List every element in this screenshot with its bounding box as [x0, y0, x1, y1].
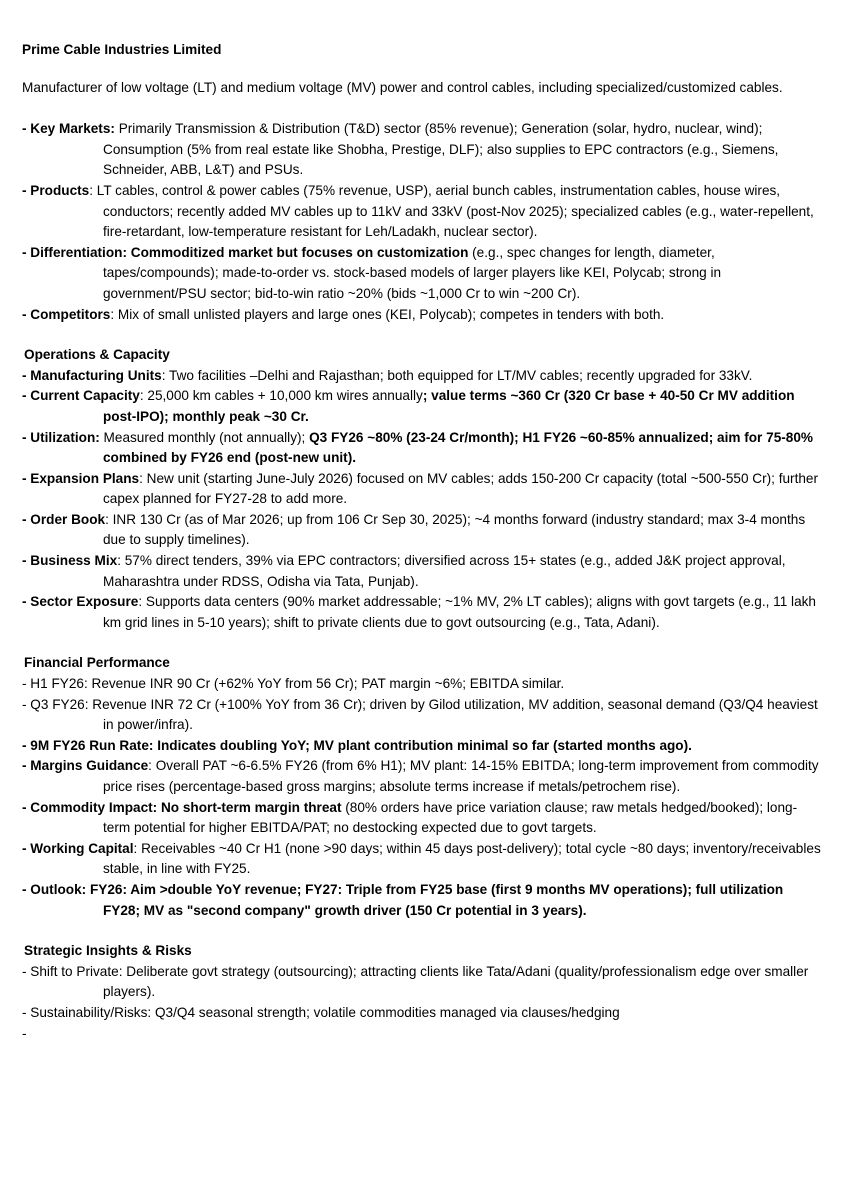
bullet-text: : 57% direct tenders, 39% via EPC contractors; diversified across 15+ states (e.g., added J&K project approval, Maharashtra under RDSS, Odisha via Tata, Punjab).	[103, 553, 786, 589]
bullet-text: : Supports data centers (90% market addressable; ~1% MV, 2% LT cables); aligns with govt targets (e.g., 11 lakh km grid lines in 5-10 years); shift to private clients due to govt outsourcing (e.g., Tata, Adani).	[103, 594, 816, 630]
bullet-current-capacity	[22, 386, 822, 427]
section-heading-financial: Financial Performance	[24, 655, 170, 671]
bullet-expansion-plans	[22, 469, 822, 510]
bullet-differentiation	[22, 243, 822, 305]
bullet-text: : New unit (starting June-July 2026) focused on MV cables; adds 150-200 Cr capacity (total ~500-550 Cr); further capex planned for FY27-28 to add more.	[103, 470, 818, 507]
bullet-lead: - Key Markets:	[22, 121, 115, 137]
bullet-text: : INR 130 Cr (as of Mar 2026; up from 106 Cr Sep 30, 2025); ~4 months forward (industry standard; max 3-4 months due to supply timelines).	[103, 511, 806, 548]
bullet-sector-exposure	[22, 592, 822, 633]
bullet-text: Measured monthly (not annually);	[99, 429, 310, 445]
bullet-text: (e.g., spec changes for length, diameter, tapes/compounds); made-to-order vs. stock-based models of larger players like KEI, Polycab; strong in government/PSU sector; bid-to-win ratio ~20% (bids ~1,000 Cr to win ~200 Cr).	[103, 244, 722, 301]
bullet-lead: - Margins Guidance	[22, 758, 149, 774]
bullet-lead: - Commodity Impact: No short-term margin threat	[22, 799, 342, 815]
bullet-lead: - Manufacturing Units	[22, 367, 162, 383]
bullet-lead: - Working Capital	[22, 840, 134, 856]
company-description: Manufacturer of low voltage (LT) and medium voltage (MV) power and control cables, including specialized/customized cables.	[22, 79, 783, 95]
bullet-lead: - Outlook: FY26: Aim >double YoY revenue; FY27: Triple from FY25 base (first 9 months MV operations); full utilization FY28; MV as "second company" growth driver (150 Cr potential in 3 years).	[22, 881, 784, 918]
bullet-text: - H1 FY26: Revenue INR 90 Cr (+62% YoY from 56 Cr); PAT margin ~6%; EBITDA similar.	[22, 676, 565, 692]
document-body	[22, 40, 822, 1044]
bullet-9m-run-rate	[22, 736, 822, 757]
operations-list	[22, 366, 822, 634]
bullet-utilization	[22, 428, 822, 469]
bullet-lead: - Order Book	[22, 511, 106, 527]
bullet-text: : Two facilities –Delhi and Rajasthan; both equipped for LT/MV cables; recently upgraded for 33kV.	[161, 367, 753, 383]
bullet-lead: - Expansion Plans	[22, 470, 140, 486]
bullet-products	[22, 181, 822, 243]
bullet-shift-to-private: - Shift to Private: Deliberate govt strategy (outsourcing); attracting clients like Tata/Adani (quality/professionalism edge over smaller players).	[22, 963, 809, 1000]
bullet-text: : 25,000 km cables + 10,000 km wires annually	[139, 388, 423, 404]
bullet-margins-guidance	[22, 756, 822, 797]
bullet-business-mix	[22, 551, 822, 592]
bullet-h1-fy26	[22, 674, 822, 695]
bullet-text: : Overall PAT ~6-6.5% FY26 (from 6% H1); MV plant: 14-15% EBITDA; long-term improvement from commodity price rises (percentage-based gross margins; absolute terms increase if metals/petrochem rise).	[103, 758, 819, 794]
bullet-working-capital	[22, 839, 822, 880]
bullet-commodity-impact	[22, 798, 822, 839]
bullet-lead: - Differentiation	[22, 244, 123, 260]
bullet-lead: - 9M FY26 Run Rate: Indicates doubling YoY; MV plant contribution minimal so far (started months ago).	[22, 737, 692, 753]
bullet-outlook	[22, 880, 822, 921]
overview-list	[22, 119, 822, 325]
section-heading-strategic: Strategic Insights & Risks	[24, 943, 192, 959]
bullet-lead: - Competitors	[22, 306, 111, 322]
bullet-bold-text: Q3 FY26 ~80% (23-24 Cr/month); H1 FY26 ~60-85% annualized; aim for 75-80% combined by FY26 end (post-new unit).	[103, 429, 813, 466]
bullet-text: (80% orders have price variation clause; raw metals hedged/booked); long-term potential for higher EBITDA/PAT; no destocking expected due to govt targets.	[103, 799, 798, 836]
bullet-lead: - Current Capacity	[22, 388, 140, 404]
bullet-lead: - Products	[22, 182, 90, 198]
bullet-order-book	[22, 510, 822, 551]
document-title: Prime Cable Industries Limited	[22, 42, 222, 57]
bullet-text: : Mix of small unlisted players and large ones (KEI, Polycab); competes in tenders with both.	[110, 306, 665, 322]
bullet-bold-text: ; value terms ~360 Cr (320 Cr base + 40-50 Cr MV addition post-IPO); monthly peak ~30 Cr.	[103, 388, 795, 424]
bullet-text: - Q3 FY26: Revenue INR 72 Cr (+100% YoY from 36 Cr); driven by Gilod utilization, MV addition, seasonal demand (Q3/Q4 heaviest in power/infra).	[22, 696, 818, 733]
bullet-manufacturing-units	[22, 366, 822, 387]
bullet-bold-text: : Commoditized market but focuses on customization	[122, 244, 469, 260]
bullet-lead: - Sector Exposure	[22, 594, 139, 610]
bullet-text: : LT cables, control & power cables (75% revenue, USP), aerial bunch cables, instrumentation cables, house wires, conductors; recently added MV cables up to 11kV and 33kV (post-Nov 2025); specialized cables (e.g., water-repellent, fire-retardant, low-temperature resistant for Leh/Ladakh, nuclear sector).	[89, 182, 814, 240]
bullet-text: : Receivables ~40 Cr H1 (none >90 days; within 45 days post-delivery); total cycle ~80 days; inventory/receivables stable, in line with FY25.	[103, 840, 821, 877]
bullet-key-markets	[22, 119, 822, 181]
bullet-lead: - Utilization:	[22, 429, 100, 445]
strategic-list	[22, 962, 822, 1044]
bullet-competitors	[22, 305, 822, 326]
financial-list	[22, 674, 822, 921]
section-heading-operations: Operations & Capacity	[24, 347, 170, 363]
bullet-empty: -	[22, 1025, 27, 1041]
bullet-text: Primarily Transmission & Distribution (T&D) sector (85% revenue); Generation (solar, hydro, nuclear, wind); Consumption (5% from real estate like Shobha, Prestige, DLF); also supplies to EPC contractors (e.g., Siemens, Schneider, ABB, L&T) and PSUs.	[103, 121, 779, 178]
bullet-q3-fy26	[22, 695, 822, 736]
bullet-lead: - Business Mix	[22, 553, 118, 569]
bullet-sustainability-risks: - Sustainability/Risks: Q3/Q4 seasonal strength; volatile commodities managed via clauses/hedging	[22, 1004, 620, 1020]
